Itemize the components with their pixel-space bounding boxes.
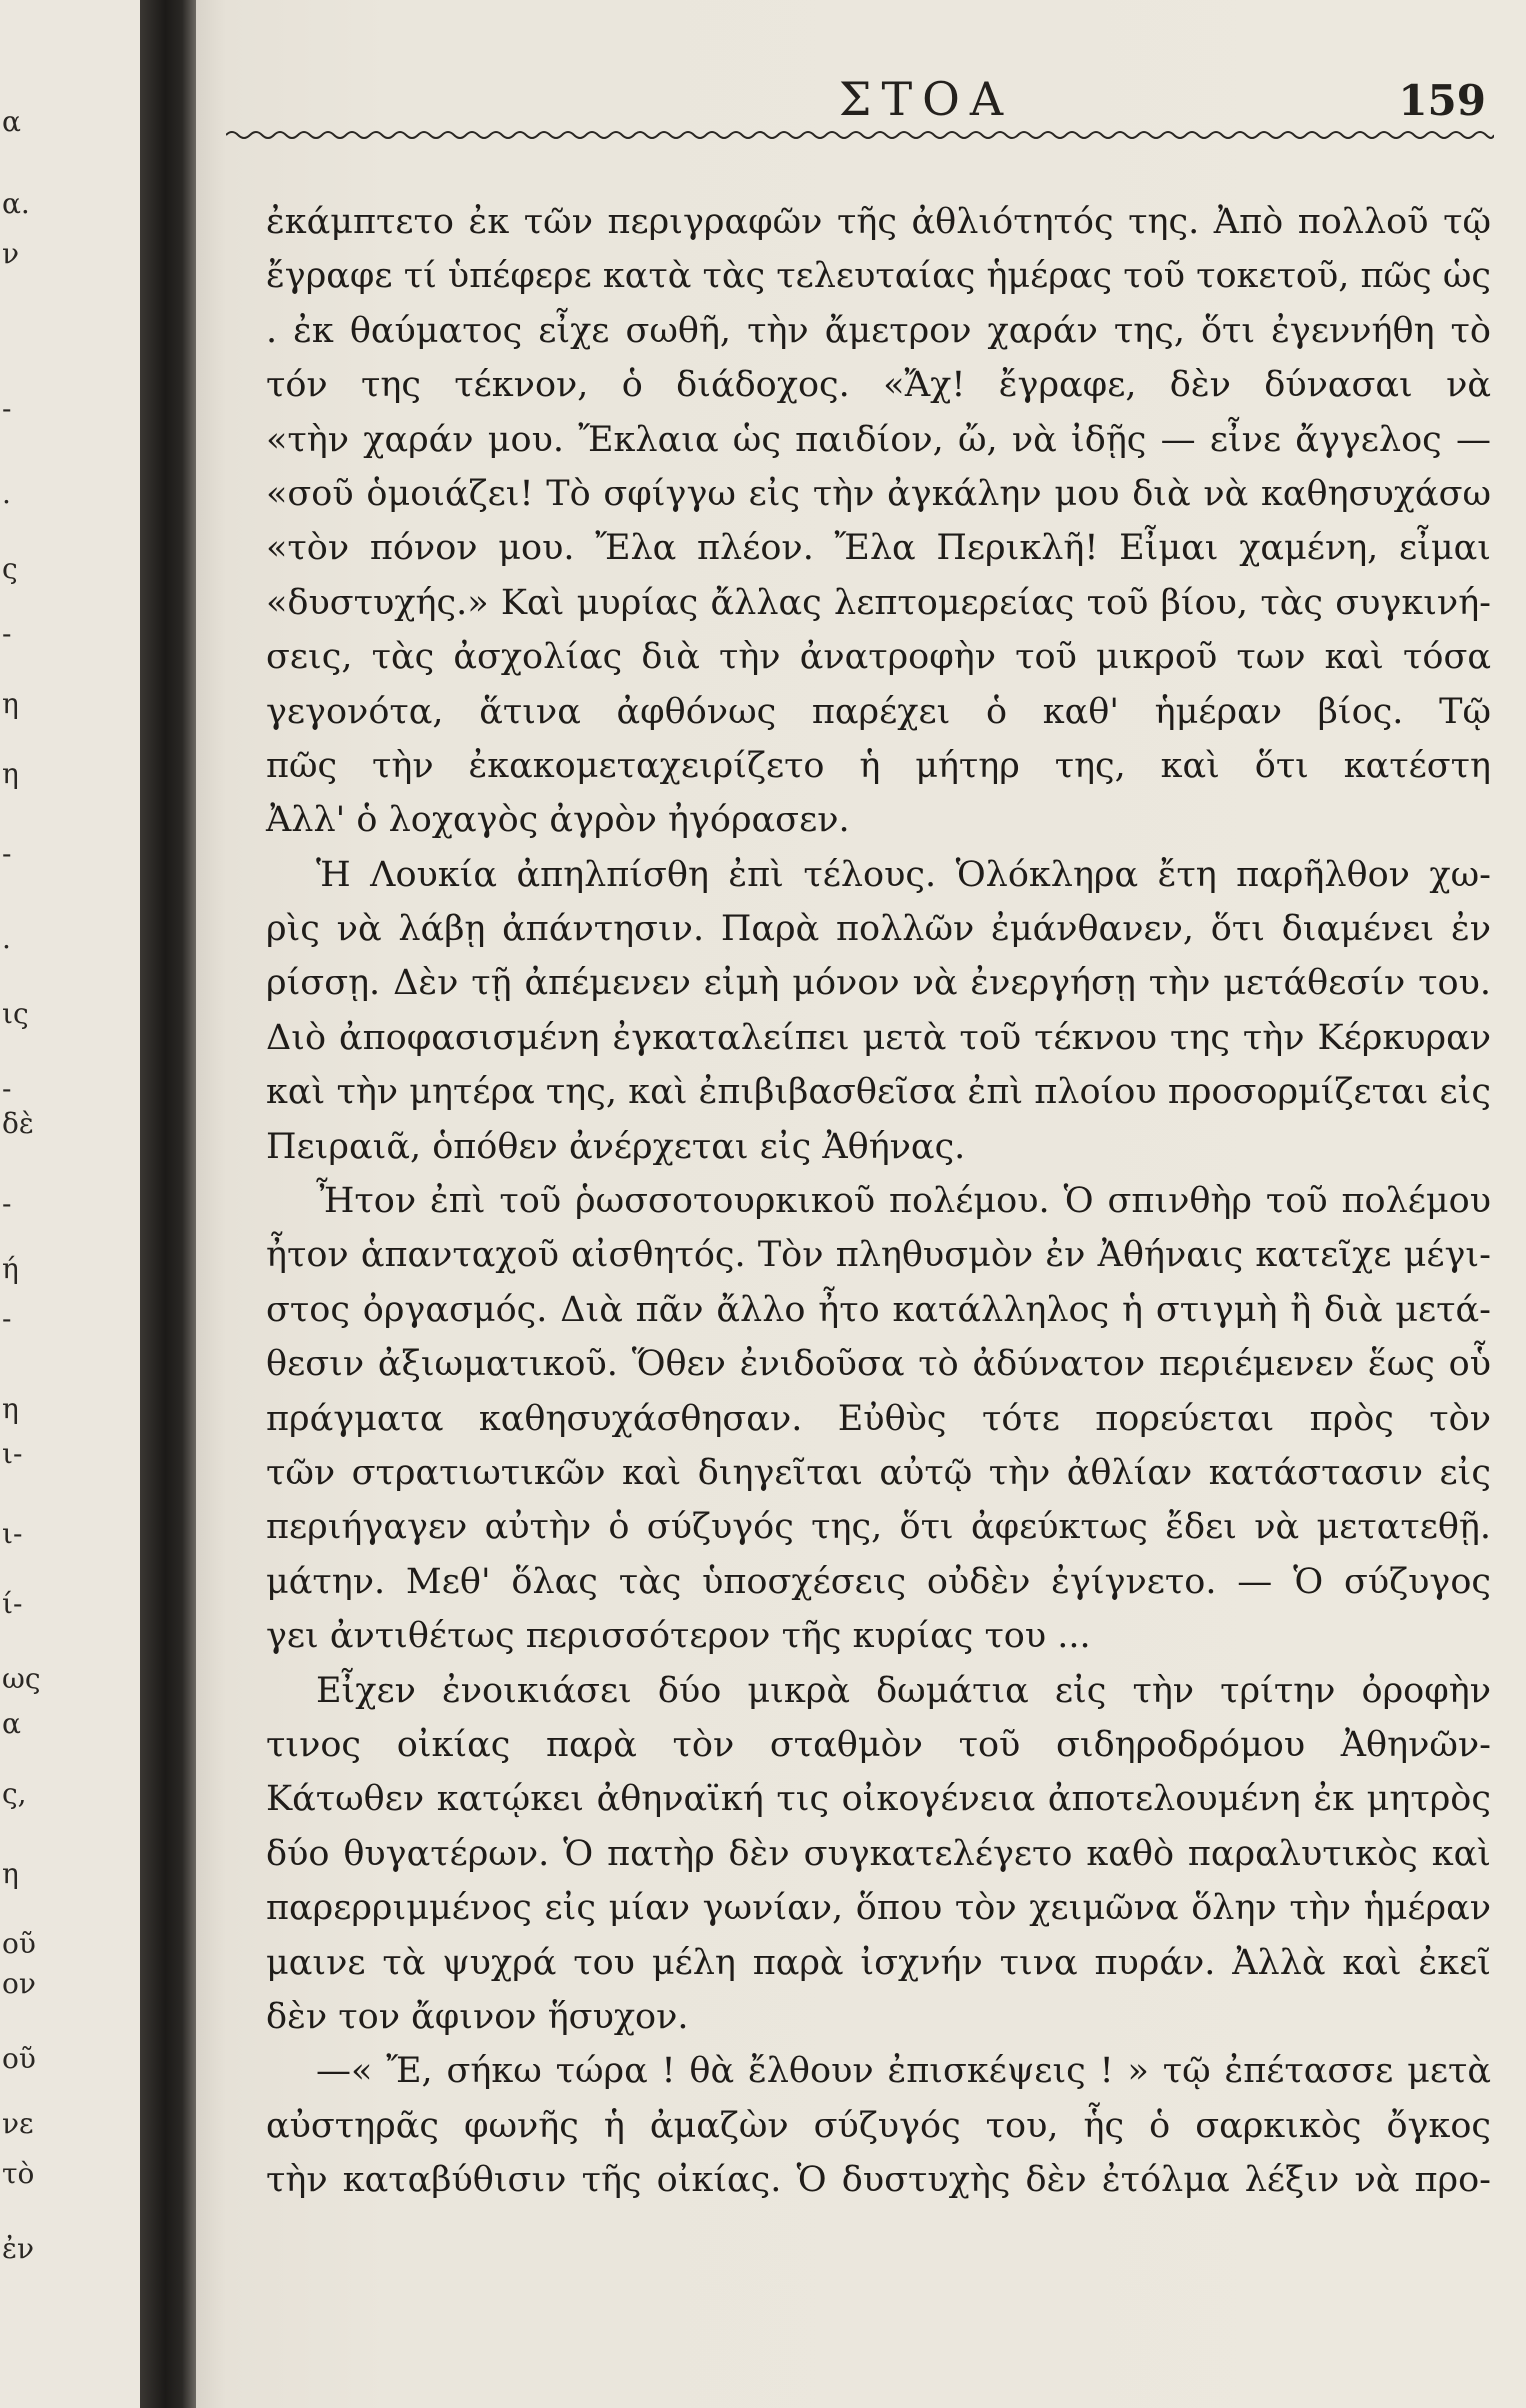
margin-fragment: - [2,1187,12,1220]
margin-fragment: ις [2,997,29,1030]
text-line: «τὴν χαράν μου. Ἔκλαια ὡς παιδίον, ὤ, νὰ ἰδῇς — εἶνε ἄγγελος — [266,419,1491,460]
margin-fragment: ή [2,1252,19,1285]
text-line: Ἡ Λουκία ἀπηλπίσθη ἐπὶ τέλους. Ὁλόκληρα ἔτη παρῆλθον χω- [316,854,1491,895]
text-line: ἦτον ἁπανταχοῦ αἰσθητός. Τὸν πληθυσμὸν ἐν Ἀθήναις κατεῖχε μέγι- [266,1235,1491,1276]
text-line: Εἶχεν ἐνοικιάσει δύο μικρὰ δωμάτια εἰς τὴν τρίτην ὀροφὴν [316,1670,1491,1711]
margin-fragment: α. [2,187,30,220]
book-page [196,0,1526,2408]
margin-fragment: . [2,922,11,955]
text-line: Κάτωθεν κατῴκει ἀθηναϊκή τις οἰκογένεια ἀποτελουμένη ἐκ μητρὸς [266,1779,1491,1820]
text-line: δὲν τον ἄφινον ἥσυχον. [266,1996,689,2037]
text-line: Ἦτον ἐπὶ τοῦ ῥωσσοτουρκικοῦ πολέμου. Ὁ σπινθὴρ τοῦ πολέμου [316,1181,1491,1222]
text-line: περιήγαγεν αὐτὴν ὁ σύζυγός της, ὅτι ἀφεύκτως ἔδει νὰ μετατεθῇ. [266,1507,1491,1548]
margin-fragment: νε [2,2107,34,2140]
text-line: ἐκάμπτετο ἐκ τῶν περιγραφῶν τῆς ἀθλιότητός της. Ἀπὸ πολλοῦ τῷ [266,202,1491,242]
margin-fragment: οῦ [2,2042,36,2075]
text-line: «σοῦ ὁμοιάζει! Τὸ σφίγγω εἰς τὴν ἀγκάλην μου διὰ νὰ καθησυχάσω [266,473,1491,514]
text-line: τόν της τέκνον, ὁ διάδοχος. «Ἄχ! ἔγραφε, δὲν δύνασαι νὰ [266,365,1491,406]
margin-fragment: η [2,757,19,790]
text-line: μαινε τὰ ψυχρά του μέλη παρὰ ἰσχνήν τινα πυράν. Ἀλλὰ καὶ ἐκεῖ [266,1942,1491,1983]
text-line: Ἀλλ' ὁ λοχαγὸς ἀγρὸν ἠγόρασεν. [266,800,850,841]
margin-fragment: δὲ [2,1107,34,1140]
text-line: αὐστηρᾶς φωνῆς ἡ ἀμαζὼν σύζυγός του, ἧς ὁ σαρκικὸς ὄγκος [266,2105,1491,2146]
margin-fragment: η [2,1392,19,1425]
text-line: Πειραιᾶ, ὁπόθεν ἀνέρχεται εἰς Ἀθήνας. [266,1126,966,1167]
margin-fragment: ι- [2,1437,23,1470]
text-line: «τὸν πόνον μου. Ἔλα πλέον. Ἔλα Περικλῆ! Εἶμαι χαμένη, εἶμαι [266,528,1491,569]
margin-fragment: - [2,1072,12,1105]
margin-fragment: - [2,837,12,870]
text-line: . ἐκ θαύματος εἶχε σωθῆ, τὴν ἄμετρον χαράν της, ὅτι ἐγεννήθη τὸ [266,310,1491,351]
text-line: σεις, τὰς ἀσχολίας διὰ τὴν ἀνατροφὴν τοῦ μικροῦ των καὶ τόσα [266,637,1491,678]
text-line: ρὶς νὰ λάβῃ ἀπάντησιν. Παρὰ πολλῶν ἐμάνθανεν, ὅτι διαμένει ἐν [266,909,1491,950]
margin-fragment: ν [2,237,20,270]
text-line: τὴν καταβύθισιν τῆς οἰκίας. Ὁ δυστυχὴς δὲν ἐτόλμα λέξιν νὰ προ- [266,2160,1491,2201]
page-number: 159 [1398,76,1486,125]
margin-fragment: - [2,617,12,650]
margin-fragment: α [2,1707,21,1740]
text-line: καὶ τὴν μητέρα της, καὶ ἐπιβιβασθεῖσα ἐπὶ πλοίου προσορμίζεται εἰς [266,1072,1491,1113]
margin-fragment: - [2,392,12,425]
book-gutter [140,0,196,2408]
text-line: μάτην. Μεθ' ὅλας τὰς ὑποσχέσεις οὐδὲν ἐγίγνετο. — Ὁ σύζυγος [266,1561,1491,1602]
body-text [266,195,1491,2207]
margin-fragment: . [2,477,11,510]
margin-fragment: ι- [2,1517,23,1550]
text-line: πράγματα καθησυχάσθησαν. Εὐθὺς τότε πορεύεται πρὸς τὸν [266,1398,1491,1439]
margin-fragment: ί- [2,1587,23,1620]
text-line: γεγονότα, ἅτινα ἀφθόνως παρέχει ὁ καθ' ἡμέραν βίος. Τῷ [266,691,1491,732]
text-line: Διὸ ἀποφασισμένη ἐγκαταλείπει μετὰ τοῦ τέκνου της τὴν Κέρκυραν [266,1017,1491,1058]
text-line: —« Ἔ, σήκω τώρα ! θὰ ἔλθουν ἐπισκέψεις ! » τῷ ἐπέτασσε μετὰ [316,2051,1491,2092]
margin-fragment: ἐν [2,2232,35,2265]
text-line: στος ὀργασμός. Διὰ πᾶν ἄλλο ἦτο κατάλληλος ἡ στιγμὴ ἢ διὰ μετά- [266,1289,1491,1330]
text-line: θεσιν ἀξιωματικοῦ. Ὅθεν ἐνιδοῦσα τὸ ἀδύνατον περιέμενεν ἕως οὗ [266,1344,1491,1385]
text-line: τινος οἰκίας παρὰ τὸν σταθμὸν τοῦ σιδηροδρόμου Ἀθηνῶν- [266,1724,1491,1765]
margin-fragment: α [2,105,21,138]
margin-fragment: ς [2,552,18,585]
margin-fragment: ς, [2,1777,27,1810]
text-line: τῶν στρατιωτικῶν καὶ διηγεῖται αὐτῷ τὴν ἀθλίαν κατάστασιν εἰς [266,1452,1491,1493]
text-line: ἔγραφε τί ὑπέφερε κατὰ τὰς τελευταίας ἡμέρας τοῦ τοκετοῦ, πῶς ὡς [266,256,1491,297]
margin-fragment: οῦ [2,1927,36,1960]
margin-fragment: ως [2,1662,41,1695]
header-rule-ornament [226,128,1494,142]
text-line: δύο θυγατέρων. Ὁ πατὴρ δὲν συγκατελέγετο καθὸ παραλυτικὸς καὶ [266,1833,1491,1874]
margin-fragment: - [2,1302,12,1335]
margin-fragment: η [2,1857,19,1890]
text-line: παρερριμμένος εἰς μίαν γωνίαν, ὅπου τὸν χειμῶνα ὅλην τὴν ἡμέραν [266,1888,1491,1929]
text-line: πῶς τὴν ἐκακομεταχειρίζετο ἡ μήτηρ της, καὶ ὅτι κατέστη [266,745,1491,786]
text-line: «δυστυχής.» Καὶ μυρίας ἄλλας λεπτομερείας τοῦ βίου, τὰς συγκινή- [266,582,1491,623]
text-line: γει ἀντιθέτως περισσότερον τῆς κυρίας του ... [266,1616,1091,1657]
text-line: ρίσσῃ. Δὲν τῇ ἀπέμενεν εἰμὴ μόνον νὰ ἐνεργήσῃ τὴν μετάθεσίν του. [266,963,1491,1004]
margin-fragment: τὸ [2,2157,35,2190]
facing-page-margin [0,0,140,2408]
running-title: ΣΤΟΑ [838,72,1014,126]
margin-fragment: ον [2,1967,36,2000]
margin-fragment: η [2,687,19,720]
